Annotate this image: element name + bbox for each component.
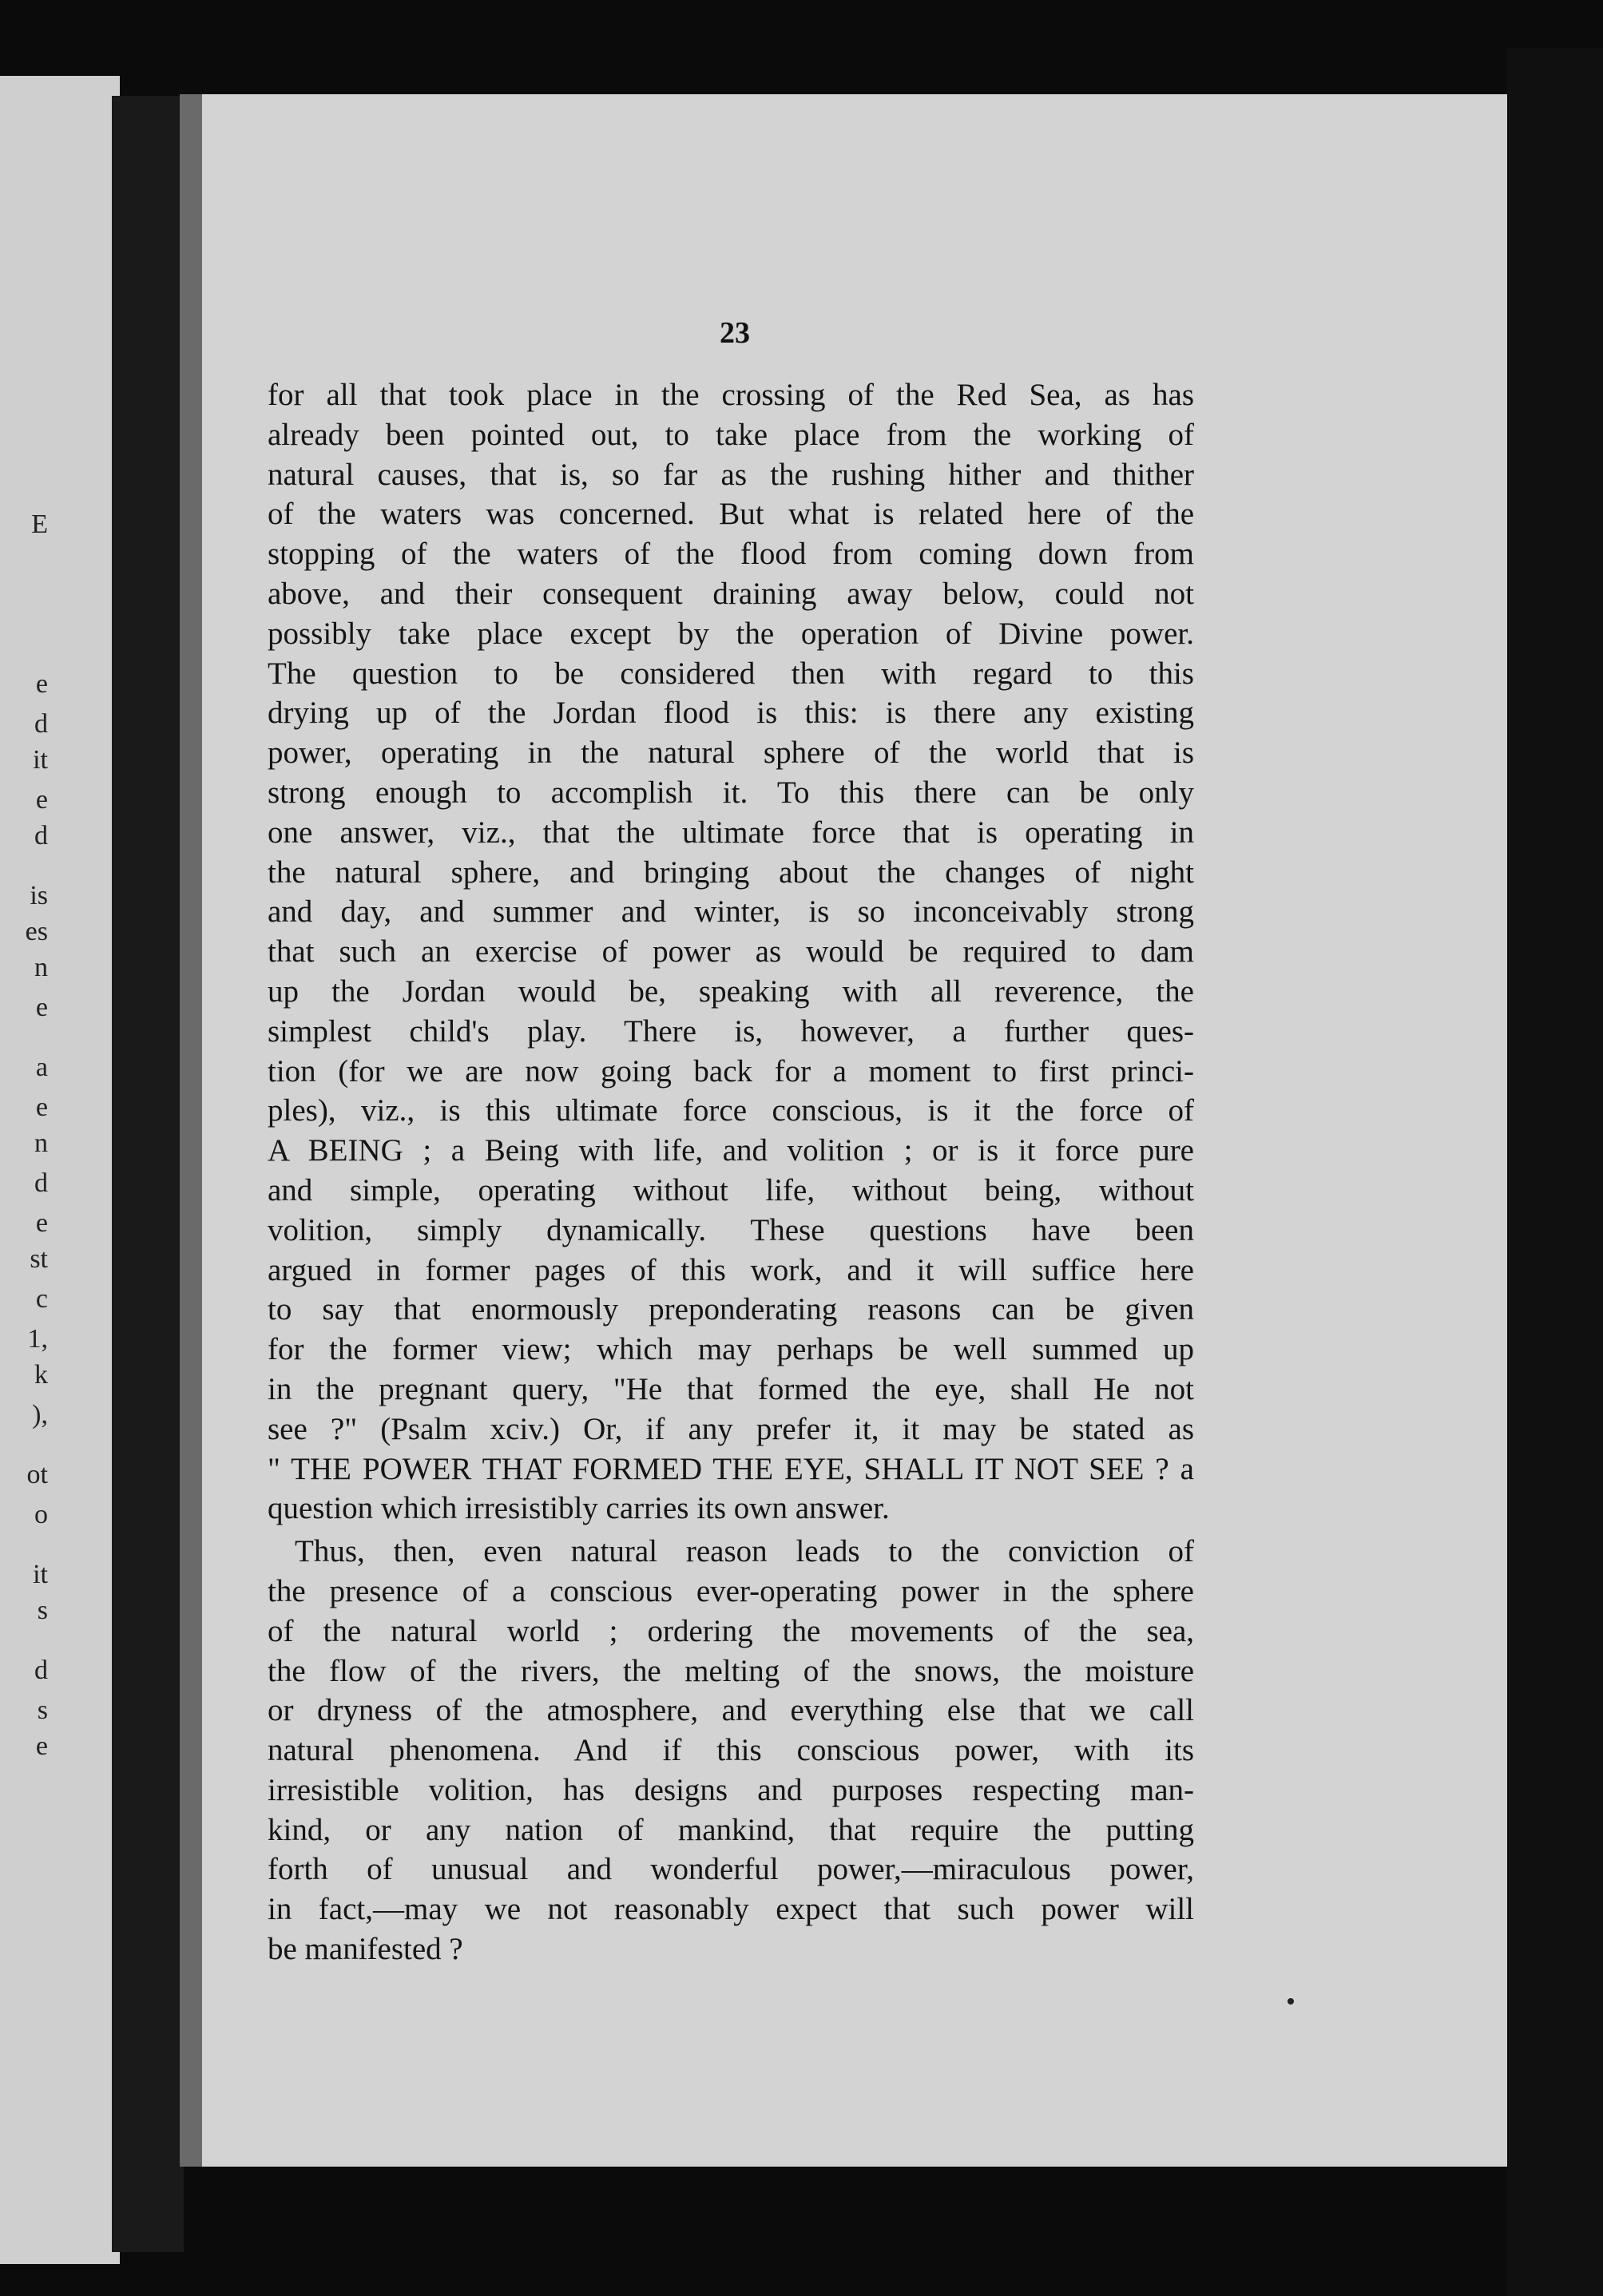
text-line: above, and their consequent draining away below, could not	[268, 576, 1194, 611]
text-line: kind, or any nation of mankind, that require the putting	[268, 1812, 1194, 1847]
text-line: stopping of the waters of the flood from coming down from	[268, 537, 1194, 572]
text-line: already been pointed out, to take place from the working of	[268, 417, 1194, 452]
facing-text-fragment: k	[34, 1360, 48, 1390]
facing-text-fragment: it	[33, 745, 48, 775]
text-line: natural causes, that is, so far as the rushing hither and thither	[268, 457, 1194, 492]
paragraph-2	[268, 1532, 1194, 1969]
facing-text-fragment: ),	[32, 1400, 48, 1430]
facing-text-fragment: 1,	[27, 1324, 48, 1354]
facing-text-fragment: E	[31, 510, 48, 539]
text-line: be manifested ?	[268, 1932, 463, 1967]
text-line: power, operating in the natural sphere of the world that is	[268, 736, 1194, 771]
text-line: or dryness of the atmosphere, and everything else that we call	[268, 1693, 1194, 1728]
facing-text-fragment: e	[35, 785, 48, 815]
text-line: of the natural world ; ordering the movements of the sea,	[268, 1613, 1194, 1648]
text-line: irresistible volition, has designs and purposes respecting man-	[268, 1772, 1194, 1807]
text-line: tion (for we are now going back for a moment to first princi-	[268, 1053, 1194, 1089]
facing-text-fragment: d	[34, 709, 48, 739]
text-line: the presence of a conscious ever-operating power in the sphere	[268, 1573, 1194, 1608]
text-line: one answer, viz., that the ultimate force that is operating in	[268, 815, 1194, 850]
text-line: Thus, then, even natural reason leads to the conviction of	[295, 1534, 1194, 1569]
facing-text-fragment: a	[35, 1053, 48, 1082]
text-line: " THE POWER THAT FORMED THE EYE, SHALL IT NOT SEE ? a	[268, 1451, 1194, 1486]
text-line: argued in former pages of this work, and it will suffice here	[268, 1252, 1194, 1287]
text-line: natural phenomena. And if this conscious power, with its	[268, 1733, 1194, 1768]
facing-text-fragment: e	[35, 669, 48, 699]
text-line: in the pregnant query, "He that formed the eye, shall He not	[268, 1371, 1194, 1406]
text-line: ples), viz., is this ultimate force conscious, is it the force of	[268, 1093, 1194, 1128]
text-line: that such an exercise of power as would be required to dam	[268, 934, 1194, 970]
text-line: of the waters was concerned. But what is related here of the	[268, 497, 1194, 532]
facing-page-text-fragments	[0, 76, 48, 2264]
page-shadow	[180, 94, 202, 2167]
text-line: A BEING ; a Being with life, and volition ; or is it force pure	[268, 1133, 1194, 1168]
text-line: see ?" (Psalm xciv.) Or, if any prefer it, it may be stated as	[268, 1411, 1194, 1446]
text-line: and simple, operating without life, without being, without	[268, 1172, 1194, 1207]
facing-text-fragment: e	[35, 1092, 48, 1122]
facing-text-fragment: st	[30, 1244, 48, 1274]
facing-text-fragment: s	[37, 1596, 48, 1625]
facing-text-fragment: d	[34, 1656, 48, 1685]
facing-text-fragment: c	[35, 1284, 48, 1314]
facing-text-fragment: s	[37, 1695, 48, 1725]
text-line: forth of unusual and wonderful power,—miraculous power,	[268, 1852, 1194, 1887]
text-line: strong enough to accomplish it. To this there can be only	[268, 775, 1194, 810]
text-line: for all that took place in the crossing of the Red Sea, as has	[268, 378, 1194, 412]
facing-text-fragment: es	[25, 917, 48, 946]
print-speck	[1288, 1998, 1294, 2005]
text-line: possibly take place except by the operation of Divine power.	[268, 616, 1194, 651]
book-gutter	[112, 96, 184, 2252]
facing-text-fragment: it	[33, 1560, 48, 1589]
text-line: to say that enormously preponderating reasons can be given	[268, 1292, 1194, 1327]
text-line: drying up of the Jordan flood is this: is there any existing	[268, 696, 1194, 731]
text-line: for the former view; which may perhaps be well summed up	[268, 1332, 1194, 1367]
body-text	[268, 375, 1194, 1969]
background-edge	[1507, 48, 1603, 2296]
text-line: up the Jordan would be, speaking with all reverence, the	[268, 974, 1194, 1009]
facing-text-fragment: e	[35, 1731, 48, 1761]
text-line: question which irresistibly carries its own answer.	[268, 1491, 890, 1526]
text-line: The question to be considered then with regard to this	[268, 656, 1194, 691]
facing-text-fragment: d	[34, 1168, 48, 1198]
text-line: simplest child's play. There is, however, a further ques-	[268, 1013, 1194, 1049]
text-line: the flow of the rivers, the melting of the snows, the moisture	[268, 1653, 1194, 1688]
facing-text-fragment: o	[34, 1500, 48, 1529]
page-number: 23	[720, 316, 750, 350]
facing-text-fragment: n	[34, 1128, 48, 1158]
facing-text-fragment: n	[34, 953, 48, 982]
facing-text-fragment: ot	[26, 1460, 48, 1489]
facing-text-fragment: is	[30, 881, 48, 910]
facing-text-fragment: e	[35, 993, 48, 1022]
facing-page	[0, 76, 120, 2264]
facing-text-fragment: e	[35, 1208, 48, 1238]
facing-text-fragment: d	[34, 821, 48, 851]
text-line: in fact,—may we not reasonably expect that such power will	[268, 1892, 1194, 1927]
text-line: and day, and summer and winter, is so inconceivably strong	[268, 894, 1194, 930]
text-line: volition, simply dynamically. These questions have been	[268, 1212, 1194, 1247]
text-line: the natural sphere, and bringing about the changes of night	[268, 855, 1194, 890]
paragraph-1	[268, 375, 1194, 1529]
